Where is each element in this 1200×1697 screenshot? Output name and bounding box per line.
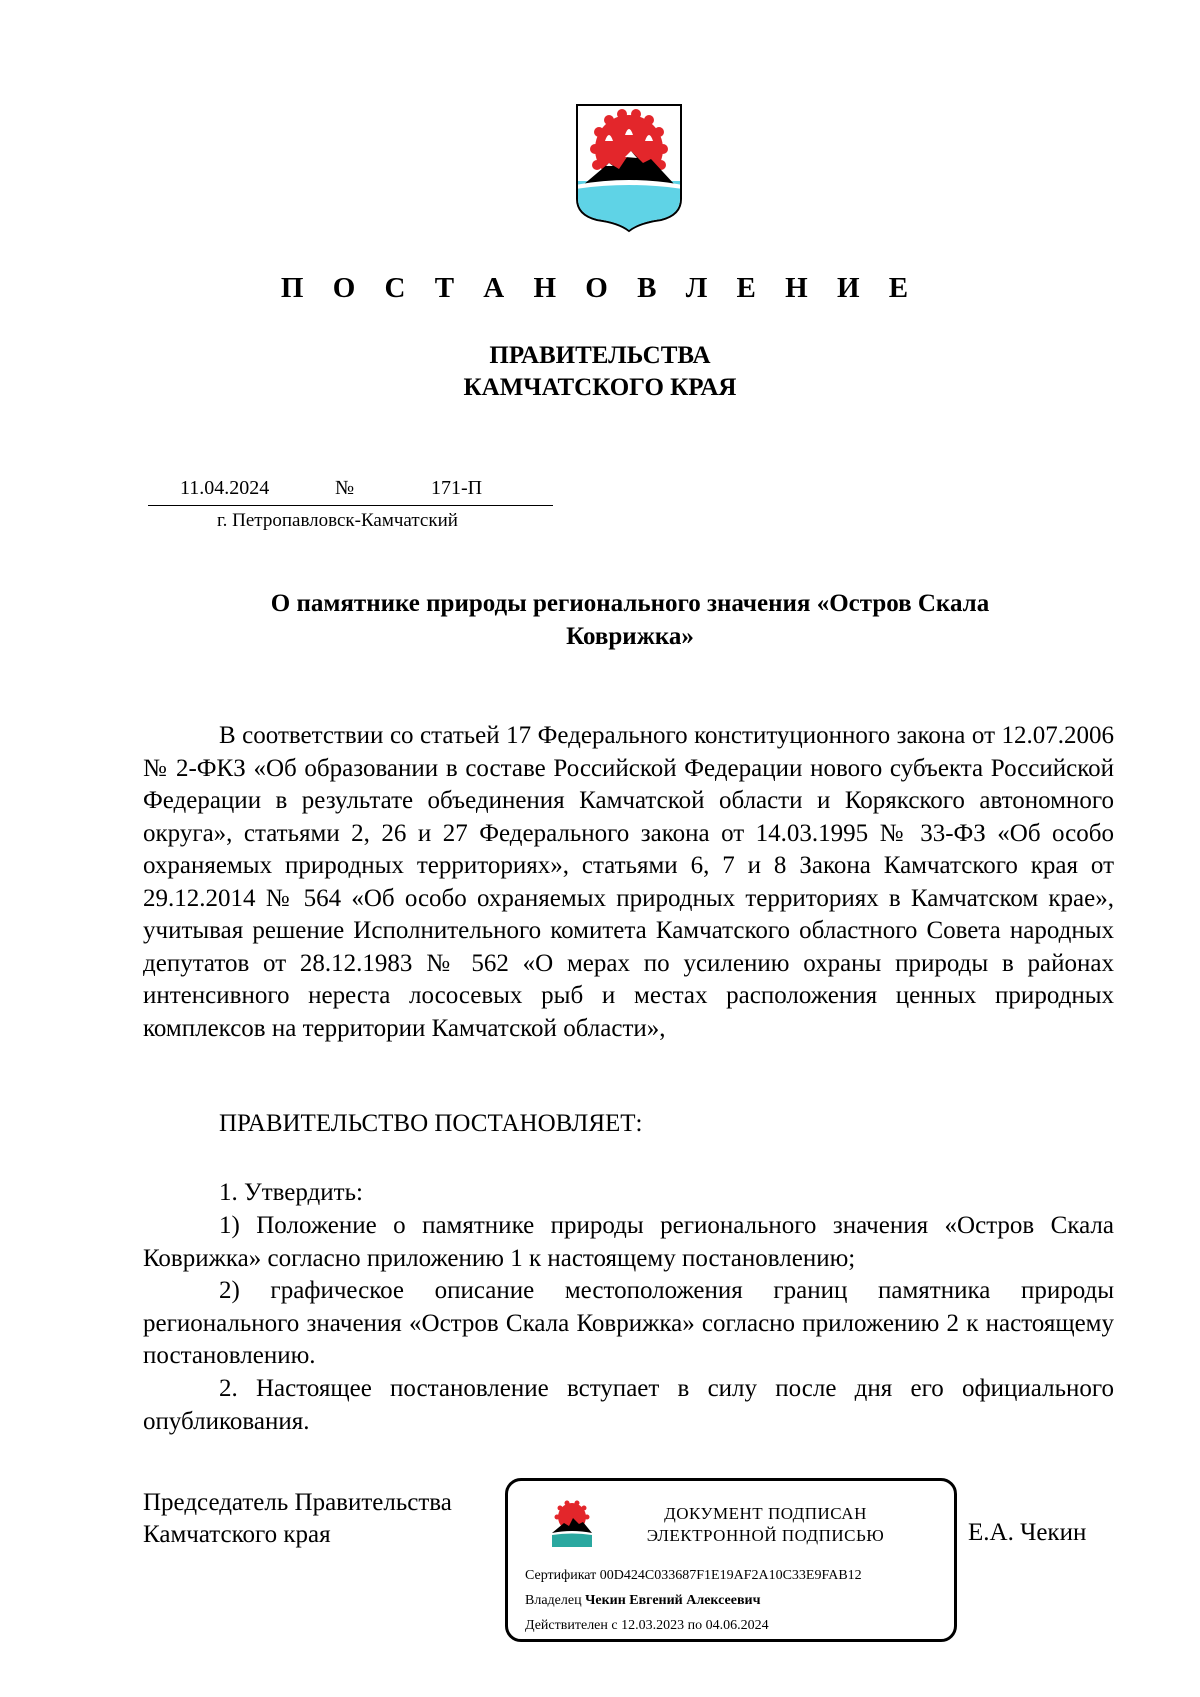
certificate-label: Сертификат: [525, 1568, 597, 1583]
subject-line-1: О памятнике природы регионального значения «Остров Скала: [270, 590, 990, 617]
registration-line: [148, 477, 553, 506]
document-type-title: П О С Т А Н О В Л Е Н И Е: [280, 272, 920, 304]
owner-row: [525, 1588, 862, 1613]
signer-position: [143, 1487, 452, 1551]
decree-statement: ПРАВИТЕЛЬСТВО ПОСТАНОВЛЯЕТ:: [219, 1110, 643, 1137]
valid-to-label: по: [687, 1618, 703, 1633]
validity-row: [525, 1613, 862, 1638]
electronic-signature-stamp: [505, 1478, 957, 1642]
certificate-value: 00D424C033687F1E19AF2A10C33E9FAB12: [599, 1568, 862, 1583]
preamble-paragraph: В соответствии со статьей 17 Федерального конституционного закона от 12.07.2006 № 2-ФКЗ «Об образовании в составе Российской Федерации нового субъекта Российской Федерации в результате объединения Камчатской области и Корякского автономного округа», статьями 2, 26 и 27 Федерального закона от 14.03.1995 № 33-ФЗ «Об особо охраняемых природных территориях», статьями 6, 7 и 8 Закона Камчатского края от 29.12.2014 № 564 «Об особо охраняемых природных территориях в Камчатском крае», учитывая решение Исполнительного комитета Камчатского областного Совета народных депутатов от 28.12.1983 № 562 «О мерах по усилению охраны природы в районах интенсивного нереста лососевых рыб и местах расположения ценных природных комплексов на территории Камчатской области»,: [143, 722, 1114, 1042]
valid-from-date: 12.03.2023: [621, 1618, 685, 1633]
signer-name: Е.А. Чекин: [968, 1519, 1087, 1546]
document-date: 11.04.2024: [180, 477, 270, 499]
kamchatka-coat-of-arms-icon: [575, 103, 683, 233]
clause-1-subitem-1: 1) Положение о памятнике природы регионального значения «Остров Скала Коврижка» согласно приложению 1 к настоящему постановлению;: [143, 1212, 1114, 1272]
organization-line-2: КАМЧАТСКОГО КРАЯ: [463, 374, 737, 401]
certificate-row: [525, 1563, 862, 1588]
owner-value: Чекин Евгений Алексеевич: [585, 1593, 761, 1608]
stamp-heading-line-2: ЭЛЕКТРОННОЙ ПОДПИСЬЮ: [646, 1526, 885, 1545]
stamp-heading: [603, 1503, 928, 1547]
stamp-coat-of-arms-icon: [548, 1497, 596, 1551]
number-sign: №: [335, 477, 355, 499]
signer-position-line-2: Камчатского края: [143, 1521, 331, 1548]
document-number: 171-П: [431, 477, 483, 499]
signer-position-line-1: Председатель Правительства: [143, 1489, 452, 1516]
valid-from-label: Действителен с: [525, 1618, 618, 1633]
clause-2: 2. Настоящее постановление вступает в силу после дня его официального опубликования.: [143, 1375, 1114, 1435]
clause-1: 1. Утвердить:: [219, 1179, 363, 1206]
clause-1-subitem-2: 2) графическое описание местоположения границ памятника природы регионального значения «Остров Скала Коврижка» согласно приложению 2 к настоящему постановлению.: [143, 1277, 1114, 1369]
stamp-heading-line-1: ДОКУМЕНТ ПОДПИСАН: [664, 1504, 867, 1523]
subject-line-2: Коврижка»: [566, 623, 694, 650]
issuing-organization: [0, 340, 1200, 404]
owner-label: Владелец: [525, 1593, 582, 1608]
issue-city: г. Петропавловск-Камчатский: [217, 510, 458, 531]
valid-to-date: 04.06.2024: [705, 1618, 769, 1633]
stamp-details: [525, 1563, 862, 1638]
organization-line-1: ПРАВИТЕЛЬСТВА: [489, 342, 711, 369]
document-subject: [150, 587, 1110, 653]
